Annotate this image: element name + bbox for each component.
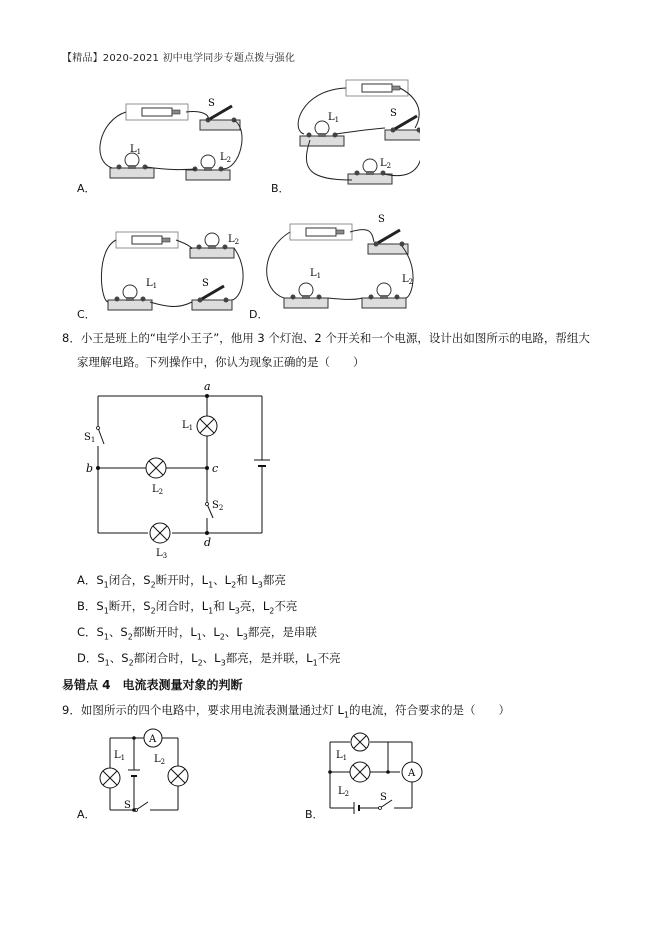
q8-b-sub1: 1 [103, 606, 109, 616]
q8-b-t1: 断开，S [108, 599, 151, 613]
svg-text:L2 [154, 754, 165, 766]
label-s1-sub: 1 [90, 436, 96, 444]
lamp-l2 [146, 458, 166, 478]
label-l1: L [182, 420, 189, 431]
q8-c-pre: C．S [77, 625, 104, 639]
label-s2: S [212, 500, 219, 511]
q8-d-pre: D．S [77, 651, 105, 665]
label-s1: S [84, 432, 91, 443]
q9a-l2-sub: 2 [160, 758, 166, 766]
ammeter-b-label: A [408, 768, 416, 779]
q8-d-t5: 不亮 [317, 651, 341, 665]
q8-c-sub2: 2 [127, 632, 133, 642]
lamp-l3 [150, 523, 170, 543]
q9-number: 9． [62, 703, 81, 717]
q8-a-sub5: 3 [257, 580, 263, 590]
svg-text:L2 [152, 484, 163, 496]
q8-a-t5: 都亮 [262, 573, 286, 587]
svg-text:S: S [390, 108, 397, 119]
q9a-s: S [124, 800, 131, 811]
q8-a-sub1: 1 [103, 580, 109, 590]
q8-circuit-diagram [80, 378, 280, 558]
svg-text:L1: $L_1$ [146, 278, 158, 290]
section-heading: 易错点 4 电流表测量对象的判断 [62, 678, 243, 692]
q8-b-t4: 亮，L [239, 599, 270, 613]
svg-text:L1: $L_1$ [328, 112, 340, 124]
q7-circuit-figures [60, 70, 420, 330]
q8-d-sub3: 2 [197, 658, 203, 668]
label-l2-sub: 2 [158, 488, 164, 496]
svg-text:L2: $L_2$ [402, 274, 414, 286]
q8-c-t1: 、S [108, 625, 128, 639]
svg-text:S2 [212, 500, 223, 512]
q9b-l1: L [336, 750, 343, 761]
svg-text:L2: $L_2$ [380, 158, 392, 170]
q8-b-t3: 和 L [213, 599, 235, 613]
q8-number: 8． [62, 331, 81, 345]
q8-b-sub3: 1 [208, 606, 214, 616]
q8-c-sub5: 3 [242, 632, 248, 642]
q8-c-t5: 都亮，是串联 [247, 625, 317, 639]
q9-text-post: 的电流，符合要求的是（ ） [348, 703, 510, 717]
q9-figure-b [322, 732, 434, 818]
svg-text:S: S [202, 278, 209, 289]
q8-a-t1: 闭合，S [108, 573, 151, 587]
q8-c-t4: 、L [224, 625, 243, 639]
q8-b-sub5: 2 [269, 606, 275, 616]
q9-text [62, 698, 510, 727]
svg-text:L3 [156, 548, 167, 558]
q8-b-pre: B．S [77, 599, 104, 613]
q7-option-d: D． [249, 308, 269, 321]
q8-c-sub3: 1 [196, 632, 202, 642]
svg-text:S1 [84, 432, 95, 444]
q7-figure-d [267, 214, 413, 308]
q8-d-sub1: 1 [104, 658, 110, 668]
q9a-l1: L [114, 750, 121, 761]
q8-a-sub2: 2 [150, 580, 156, 590]
q8-b-sub4: 3 [234, 606, 240, 616]
q9-text-pre: 如图所示的四个电路中，要求用电流表测量通过灯 L [80, 703, 344, 717]
q9a-l2: L [154, 754, 161, 765]
q9b-l2-sub: 2 [344, 790, 350, 798]
q8-option-a [77, 572, 286, 589]
q8-option-b [77, 598, 297, 615]
q8-d-sub2: 2 [128, 658, 134, 668]
page-header: 【精品】2020-2021 初中电学同步专题点拨与强化 [62, 53, 296, 64]
q8-a-pre: A．S [77, 573, 104, 587]
q8-a-sub3: 1 [208, 580, 214, 590]
label-l2: L [152, 484, 159, 495]
q7-figure-a [100, 98, 242, 180]
svg-text:S: S [378, 214, 385, 225]
label-l3: L [156, 548, 163, 558]
node-a: a [204, 380, 211, 393]
svg-text:L2: $L_2$ [220, 152, 232, 164]
q7-figure-b [298, 80, 420, 184]
q9-option-a: A． [77, 808, 96, 821]
q8-d-t1: 、S [109, 651, 129, 665]
q8-d-t4: 都亮，是并联，L [225, 651, 313, 665]
q9a-l1-sub: 1 [120, 754, 126, 762]
q9b-s: S [380, 792, 387, 803]
svg-text:L1 [336, 750, 347, 762]
q8-d-t3: 、L [202, 651, 221, 665]
svg-text:L2: $L_2$ [228, 234, 240, 246]
q7-option-a: A． [77, 182, 96, 195]
q7-option-b: B． [271, 182, 290, 195]
q8-c-sub4: 2 [219, 632, 225, 642]
q9b-l1-sub: 1 [342, 754, 348, 762]
q8-b-t2: 闭合时，L [155, 599, 209, 613]
q8-a-sub4: 2 [231, 580, 237, 590]
label-l3-sub: 3 [162, 552, 168, 558]
svg-text:L1: $L_1$ [130, 144, 142, 156]
ammeter-a-label: A [149, 734, 157, 745]
node-d: d [204, 536, 212, 549]
q8-b-sub2: 2 [150, 606, 156, 616]
label-s2-sub: 2 [218, 504, 224, 512]
node-c: c [212, 462, 219, 475]
q8-option-c [77, 624, 317, 641]
q8-a-t2: 断开时，L [155, 573, 209, 587]
lamp-l1 [197, 416, 217, 436]
node-b: b [86, 462, 94, 475]
q8-line2: 家理解电路。下列操作中，你认为现象正确的是（ ） [77, 355, 365, 369]
svg-text:L1 [182, 420, 193, 432]
q7-figure-c [101, 232, 243, 310]
q8-option-d [77, 650, 341, 667]
q8-a-t4: 和 L [236, 573, 258, 587]
svg-text:L1 [114, 750, 125, 762]
q9-option-b: B． [305, 808, 324, 821]
q8-c-t3: 、L [201, 625, 220, 639]
svg-text:L1: $L_1$ [310, 268, 322, 280]
q8-c-t2: 都断开时，L [132, 625, 197, 639]
q8-a-t3: 、L [213, 573, 232, 587]
q8-d-sub5: 1 [312, 658, 318, 668]
q8-d-t2: 都闭合时，L [133, 651, 198, 665]
q8-text [62, 326, 622, 374]
q7-option-c: C． [77, 308, 96, 321]
q8-b-t5: 不亮 [274, 599, 298, 613]
svg-text:S: S [208, 98, 215, 109]
q9-figure-a [96, 726, 196, 818]
q8-d-sub4: 3 [220, 658, 226, 668]
q9-text-sub: 1 [343, 710, 349, 720]
q8-c-sub1: 1 [103, 632, 109, 642]
q8-line1: 小王是班上的“电学小王子”，他用 3 个灯泡、2 个开关和一个电源，设计出如图所示的电路，帮组大 [80, 331, 590, 345]
svg-text:L2 [338, 786, 349, 798]
label-l1-sub: 1 [188, 424, 194, 432]
q9b-l2: L [338, 786, 345, 797]
